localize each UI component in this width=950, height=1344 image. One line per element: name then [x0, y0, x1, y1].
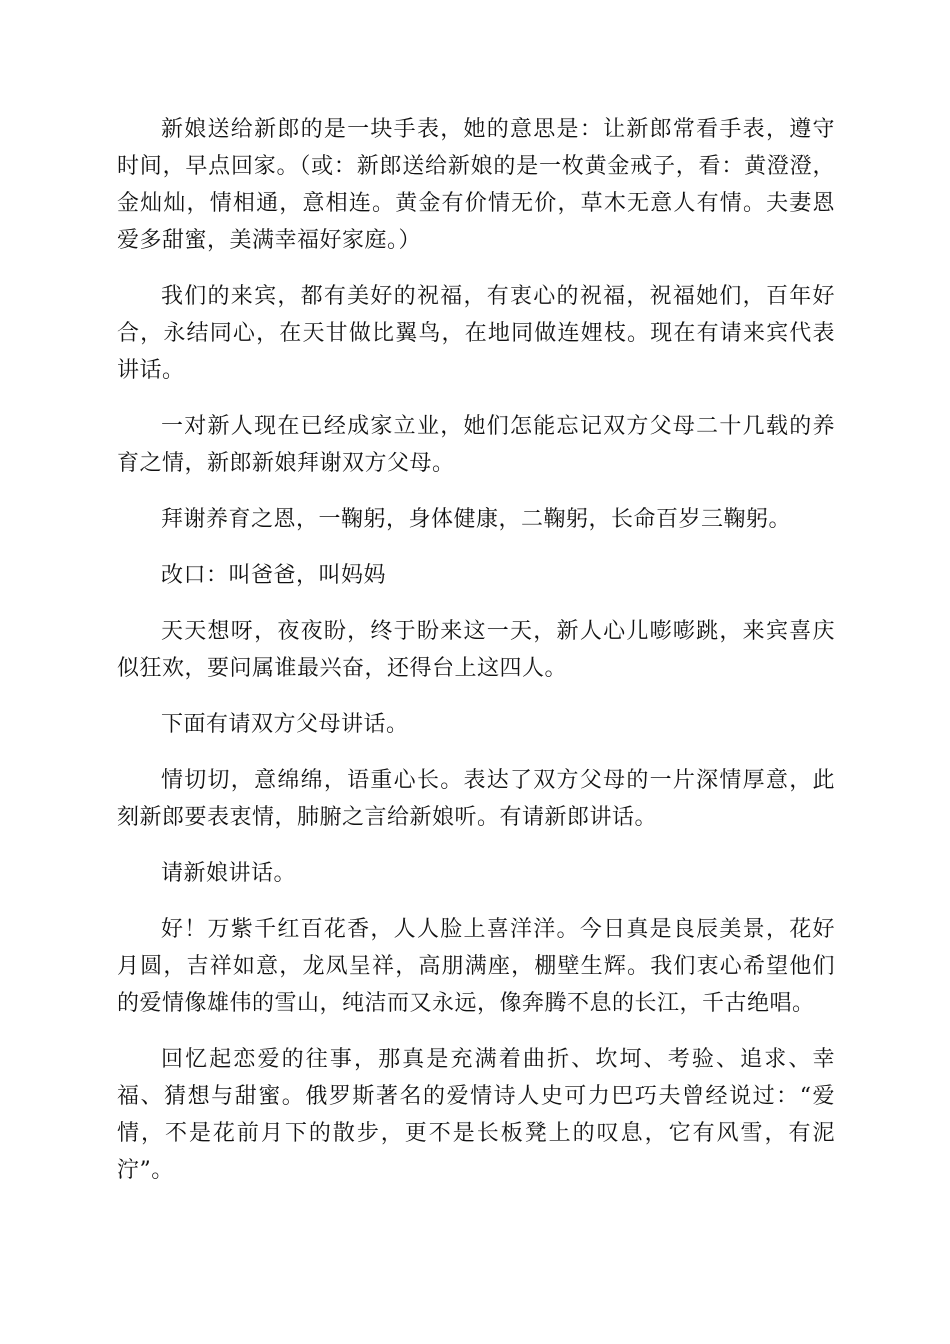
paragraph-groom-speech: 情切切，意绵绵，语重心长。表达了双方父母的一片深情厚意，此刻新郎要表衷情，肺腑之言给新娘听。有请新郎讲话。: [117, 768, 835, 830]
paragraph-change-address: 改口：叫爸爸，叫妈妈: [161, 563, 387, 588]
paragraph-parents-speech: 下面有请双方父母讲话。: [161, 712, 409, 737]
paragraph-celebration: 好！万紫千红百花香，人人脸上喜洋洋。今日真是良辰美景，花好月圆，吉祥如意，龙凤呈祥，高朋满座，棚壁生辉。我们衷心希望他们的爱情像雄伟的雪山，纯洁而又永远，像奔腾不息的长江，千古绝唱。: [117, 917, 835, 1016]
paragraph-bows: 拜谢养育之恩，一鞠躬，身体健康，二鞠躬，长命百岁三鞠躬。: [161, 507, 792, 532]
paragraph-long-awaited-day: 天天想呀，夜夜盼，终于盼来这一天，新人心儿嘭嘭跳，来宾喜庆似狂欢，要问属谁最兴奋，还得台上这四人。: [117, 619, 835, 681]
paragraph-guest-blessing: 我们的来宾，都有美好的祝福，有衷心的祝福，祝福她们，百年好合，永结同心，在天甘做比翼鸟，在地同做连娌枝。现在有请来宾代表讲话。: [117, 284, 835, 383]
paragraph-gift-exchange: 新娘送给新郎的是一块手表，她的意思是：让新郎常看手表，遵守时间，早点回家。（或：新郎送给新娘的是一枚黄金戒子，看：黄澄澄，金灿灿，情相通，意相连。黄金有价情无价，草木无意人有情。夫妻恩爱多甜蜜，美满幸福好家庭。）: [117, 117, 835, 253]
document-body: [117, 111, 835, 1208]
paragraph-love-memories: 回忆起恋爱的往事，那真是充满着曲折、坎坷、考验、追求、幸福、猜想与甜蜜。俄罗斯著名的爱情诗人史可力巴巧夫曾经说过：“爱情，不是花前月下的散步，更不是长板凳上的叹息，它有风雪，有泥泞”。: [117, 1047, 835, 1183]
paragraph-bride-speech: 请新娘讲话。: [161, 861, 297, 886]
paragraph-thank-parents: 一对新人现在已经成家立业，她们怎能忘记双方父母二十几载的养育之情，新郎新娘拜谢双方父母。: [117, 414, 835, 476]
